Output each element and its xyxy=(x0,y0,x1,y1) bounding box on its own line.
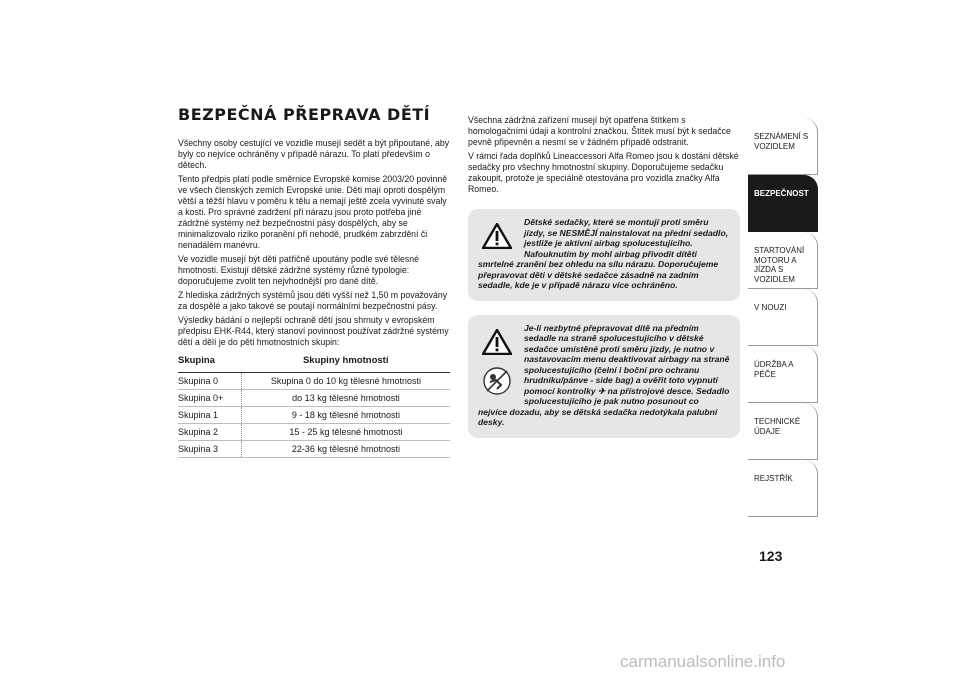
warning-box xyxy=(468,315,740,438)
paragraph: Všechna zádržná zařízení musejí být opatřena štítkem s homologačními údaji a kontrolní značkou. Štítek musí být k sedačce pevně připevněn a nesmí se v žádném případě odstranit. xyxy=(468,115,731,148)
paragraph: Výsledky bádání o nejlepší ochraně dětí jsou shrnuty v evropském předpisu EHK-R44, který stanoví povinnost používat zádržné systémy dětí a dělí je do pěti hmotnostních skupin: xyxy=(178,315,449,348)
table-row xyxy=(178,424,450,441)
tab-startovani[interactable]: STARTOVÁNÍ MOTORU A JÍZDA S VOZIDLEM xyxy=(748,232,818,289)
table-cell: Skupina 0 xyxy=(178,373,241,390)
paragraph: Z hlediska zádržných systémů jsou děti vyšší než 1,50 m považovány za dospělé a jako takové se poutají normálními bezpečnostní pásy. xyxy=(178,290,448,312)
tab-seznameni[interactable]: SEZNÁMENÍ S VOZIDLEM xyxy=(748,118,818,175)
table-row xyxy=(178,407,450,424)
table-cell: Skupina 2 xyxy=(178,424,241,441)
tab-technicke-udaje[interactable]: TECHNICKÉ ÚDAJE xyxy=(748,403,818,460)
airbag-off-icon xyxy=(482,366,512,396)
tab-v-nouzi[interactable]: V NOUZI xyxy=(748,289,818,346)
table-row xyxy=(178,441,450,458)
table-cell: Skupina 3 xyxy=(178,441,241,458)
warning-box xyxy=(468,209,740,301)
warning-icons xyxy=(478,323,524,401)
left-column xyxy=(178,105,450,458)
page-title: BEZPEČNÁ PŘEPRAVA DĚTÍ xyxy=(178,105,431,124)
tab-udrzba[interactable]: ÚDRŽBA A PÉČE xyxy=(748,346,818,403)
table-cell: 15 - 25 kg tělesné hmotnosti xyxy=(241,424,450,441)
warning-triangle-icon xyxy=(482,223,512,249)
table-cell: do 13 kg tělesné hmotnosti xyxy=(241,390,450,407)
paragraph: Ve vozidle musejí být děti patřičně upoutány podle své tělesné hmotnosti. Existují dětské zádržné systémy různé typologie: doporučujeme zvolit ten nejvhodnější pro dané dítě. xyxy=(178,254,419,287)
paragraph: V rámci řada doplňků Lineaccessori Alfa Romeo jsou k dostání dětské sedačky pro všechny hmotnostní skupiny. Doporučujeme sedačku zakoupit, protože je speciálně otestována pro vozidla značky Alfa Romeo. xyxy=(468,151,739,195)
paragraph: Všechny osoby cestující ve vozidle musejí sedět a být připoutané, aby byly co nejvíce ochráněny v případě nárazu. To platí především o dětech. xyxy=(178,138,450,171)
right-column xyxy=(468,115,740,438)
table-row xyxy=(178,373,450,390)
table-cell: 22-36 kg tělesné hmotnosti xyxy=(241,441,450,458)
tab-bezpecnost[interactable]: BEZPEČNOST xyxy=(748,175,818,232)
table-header: Skupina xyxy=(178,355,215,366)
table-cell: Skupina 1 xyxy=(178,407,241,424)
chapter-tabs xyxy=(748,118,818,517)
page-number: 123 xyxy=(759,548,783,564)
paragraph: Tento předpis platí podle směrnice Evropské komise 2003/20 povinně ve všech členských zemích Evropské unie. Děti mají oproti dospělým větší a těžší hlavu v poměru k tělu a nemají ještě zcela vyvinuté svaly a kosti. Pro správné zadržení při nárazu jsou proto potřeba jiné zádržné systémy než bezpečnostní pásy dospělých, aby se minimalizovalo riziko poranění při nehodě, prudkém zabrzdění či nenadálém manévru. xyxy=(178,174,448,251)
warning-text: Je-li nezbytné přepravovat dítě na předním sedadle na straně spolucestujícího v dětské sedačce umístěné proti směru jízdy, je nutno v nastavovacím menu deaktivovat airbagy na straně spolucestujícího (čelní i boční pro ochranu hrudníku/pánve - side bag) a ověřit toto vypnutí pomocí kontrolky ✈ na přístrojové desce. Sedadlo spolucestujícího je pak nutno posunout co nejvíce dozadu, aby se dětská sedačka nedotýkala palubní desky. xyxy=(478,322,730,427)
warning-triangle-icon xyxy=(482,329,512,355)
table-cell: Skupina 0 do 10 kg tělesné hmotnosti xyxy=(241,373,450,390)
table-header: Skupiny hmotností xyxy=(302,355,389,366)
tab-rejstrik[interactable]: REJSTŘÍK xyxy=(748,460,818,517)
warning-icons xyxy=(478,217,524,254)
table-cell: Skupina 0+ xyxy=(178,390,241,407)
weight-group-table xyxy=(178,352,450,458)
watermark: carmanualsonline.info xyxy=(620,652,786,671)
table-row xyxy=(178,390,450,407)
table-cell: 9 - 18 kg tělesné hmotnosti xyxy=(241,407,450,424)
warning-text: Dětské sedačky, které se montují proti směru jízdy, se NESMĚJÍ nainstalovat na přední sedadlo, jestliže je aktivní airbag spolucestujícího. Nafouknutím by mohl airbag přivodit dítěti smrtelné zranění bez ohledu na sílu nárazu. Doporučujeme přepravovat děti v dětské sedačce zásadně na zadním sedadle, kde je v případě nárazu více ochráněno. xyxy=(478,217,729,290)
